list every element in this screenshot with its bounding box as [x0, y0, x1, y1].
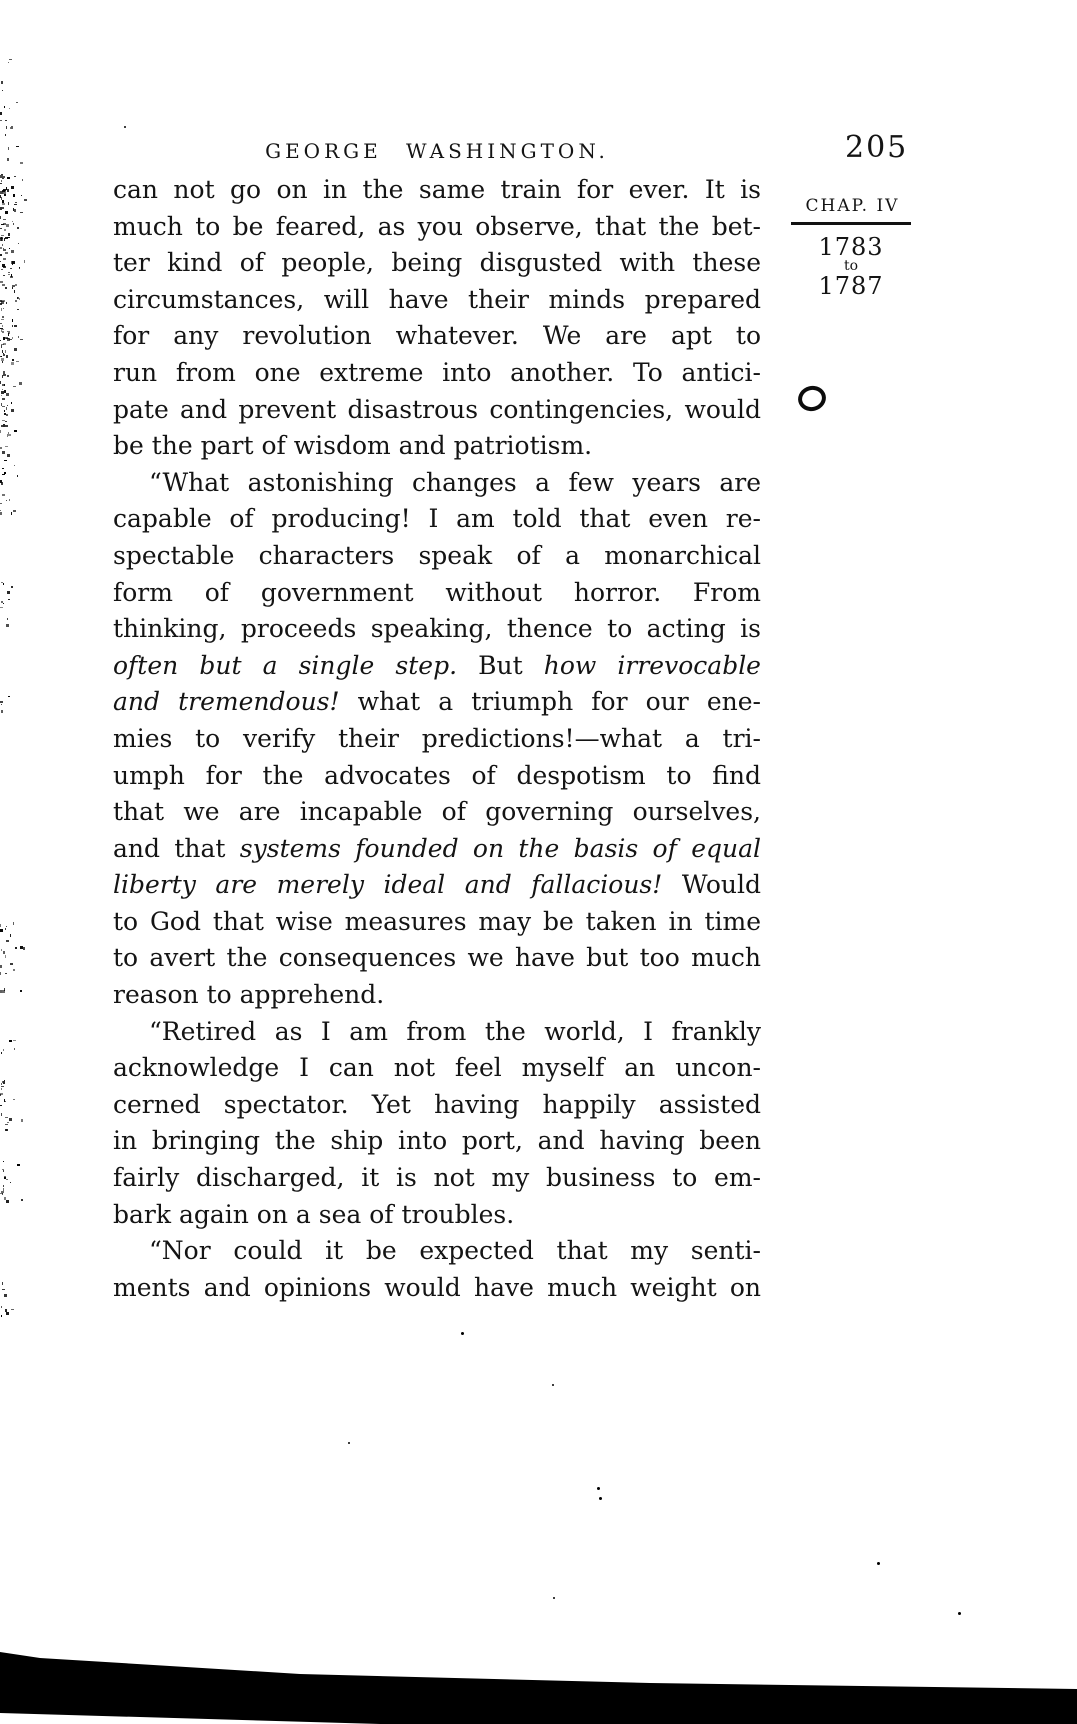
text-line: capable of producing! I am told that even re- [113, 504, 761, 534]
text-line: and that systems founded on the basis of equal [113, 833, 761, 863]
text-line: often but a single step. But how irrevocable [113, 650, 761, 680]
text-line: ments and opinions would have much weight on [113, 1272, 761, 1302]
margin-date-range [791, 234, 911, 299]
text-line: ter kind of people, being disgusted with these [113, 248, 761, 278]
scan-gutter-shadow [0, 1592, 1077, 1724]
text-line: circumstances, will have their minds prepared [113, 284, 761, 314]
text-line: fairly discharged, it is not my business to em- [113, 1163, 761, 1193]
text-line: be the part of wisdom and patriotism. [113, 431, 593, 461]
text-line: “Retired as I am from the world, I frankly [149, 1016, 761, 1046]
text-line: run from one extreme into another. To antici- [113, 357, 761, 387]
margin-rule [791, 222, 911, 225]
text-line: for any revolution whatever. We are apt to [113, 321, 761, 351]
text-line: to avert the consequences we have but too much [113, 943, 761, 973]
text-line: cerned spectator. Yet having happily assisted [113, 1089, 761, 1119]
margin-chapter-heading: CHAP. IV [805, 196, 900, 216]
running-title: GEORGE WASHINGTON. [265, 139, 609, 163]
text-line: in bringing the ship into port, and having been [113, 1126, 761, 1156]
text-line: spectable characters speak of a monarchical [113, 540, 761, 570]
text-line: “What astonishing changes a few years are [149, 467, 761, 497]
text-line: mies to verify their predictions!—what a tri- [113, 723, 761, 753]
text-column [113, 172, 761, 1306]
margin-date-to: 1787 [818, 272, 884, 300]
text-line: form of government without horror. From [113, 577, 761, 607]
text-line: bark again on a sea of troubles. [113, 1199, 515, 1229]
page-number: 205 [845, 130, 909, 165]
text-line: and tremendous! what a triumph for our ene- [113, 687, 762, 717]
text-line: thinking, proceeds speaking, thence to acting is [113, 614, 761, 644]
text-line: umph for the advocates of despotism to find [113, 760, 761, 790]
text-line: acknowledge I can not feel myself an uncon- [113, 1053, 761, 1083]
margin-ring-mark [795, 383, 828, 414]
text-line: can not go on in the same train for ever. It is [113, 175, 761, 204]
text-line: that we are incapable of governing ourselves, [113, 797, 761, 827]
text-line: liberty are merely ideal and fallacious! Would [113, 870, 761, 900]
margin-date-from: 1783 [818, 233, 884, 261]
text-line: to God that wise measures may be taken in time [113, 906, 761, 936]
text-line: “Nor could it be expected that my senti- [149, 1236, 761, 1266]
text-line: reason to apprehend. [113, 980, 385, 1010]
text-line: much to be feared, as you observe, that the bet- [113, 211, 761, 241]
text-line: pate and prevent disastrous contingencies, would [113, 394, 761, 424]
margin-date-connector: to [843, 258, 859, 274]
